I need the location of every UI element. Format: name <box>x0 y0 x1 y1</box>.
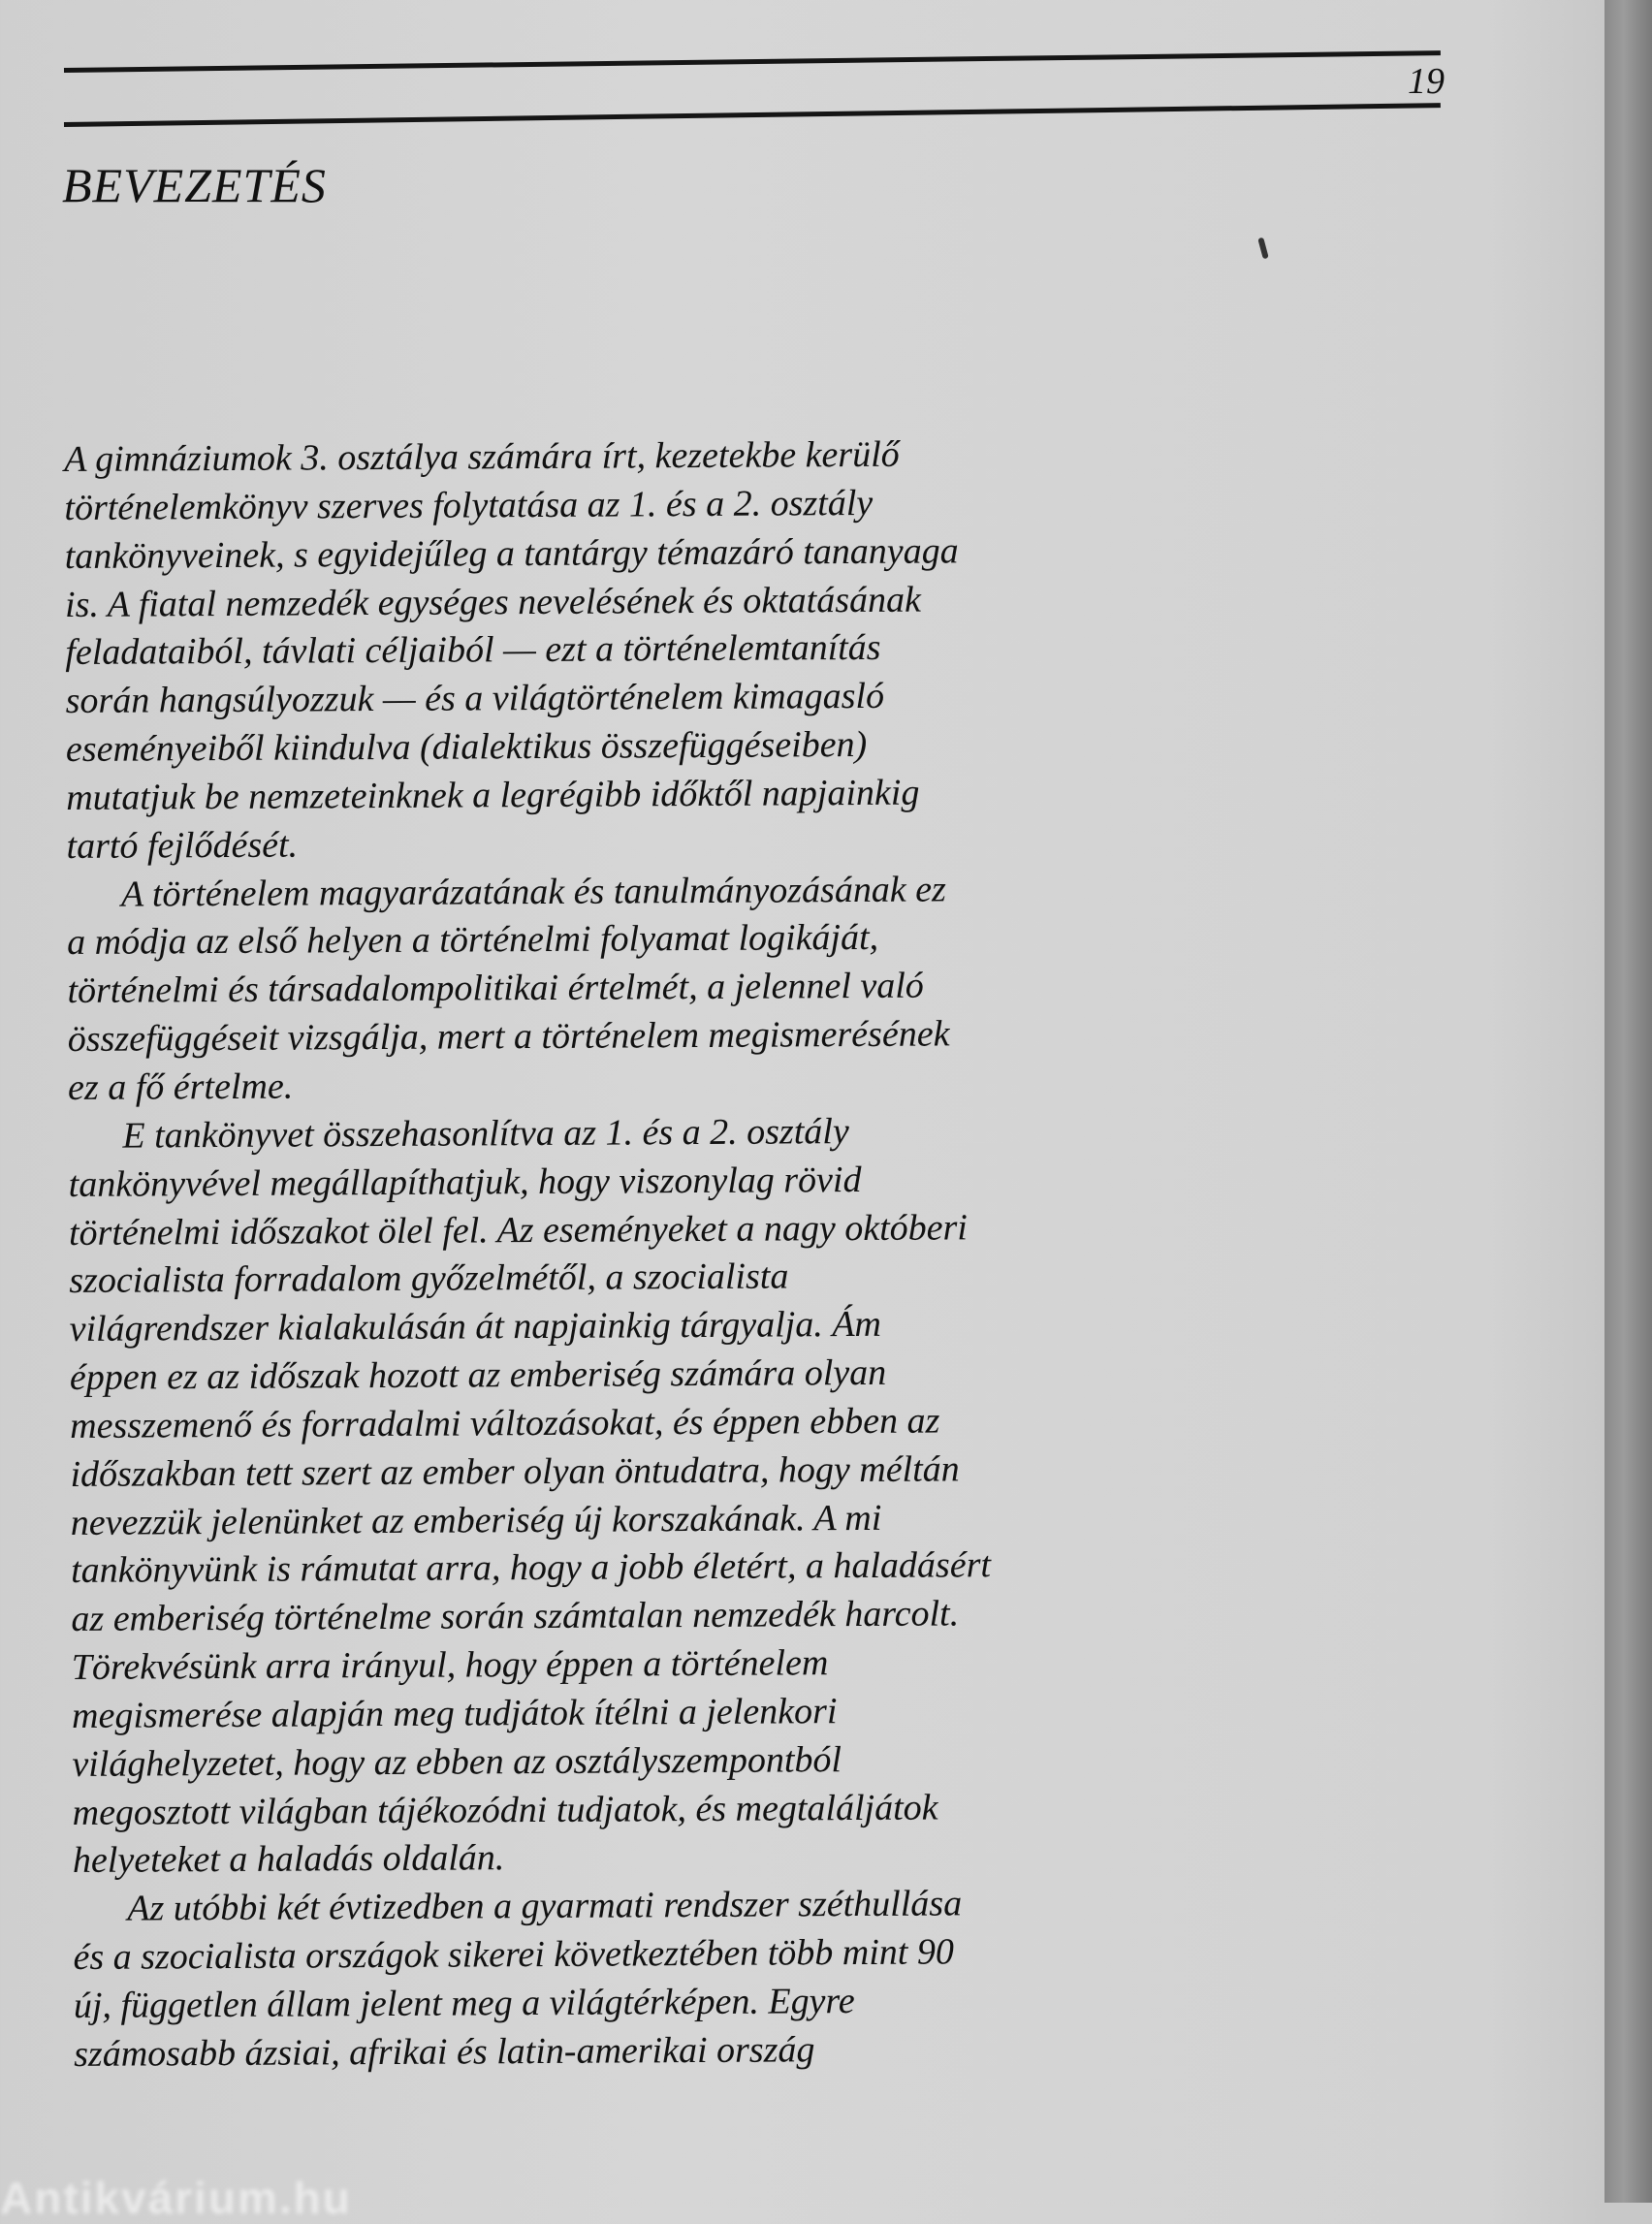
text-line: ez a fő értelme. <box>67 1065 294 1108</box>
text-line: tartó fejlődését. <box>66 824 299 867</box>
header-rule-top <box>64 50 1441 73</box>
page-number: 19 <box>1408 61 1445 102</box>
text-line: messzemenő és forradalmi változásokat, és éppen ebben az <box>70 1400 940 1446</box>
text-line: világrendszer kialakulásán át napjainkig tárgyalja. Ám <box>69 1304 882 1350</box>
text-line: tankönyvével megállapíthatjuk, hogy viszonylag rövid <box>68 1159 862 1205</box>
chapter-title: BEVEZETÉS <box>62 158 327 212</box>
text-line: és a szocialista országok sikerei következtében több mint 90 <box>73 1931 955 1979</box>
text-line: a módja az első helyen a történelmi folyamat logikáját, <box>67 917 879 964</box>
text-line: megismerése alapján meg tudjátok ítélni a jelenkori <box>71 1691 838 1736</box>
ink-speck <box>1257 238 1268 260</box>
text-line: során hangsúlyozzuk — és a világtörténelem kimagasló <box>65 676 885 722</box>
text-line: új, független állam jelent meg a világtérképen. Egyre <box>73 1981 855 2026</box>
text-line: szocialista forradalom győzelmétől, a szocialista <box>69 1255 789 1302</box>
text-line: mutatjuk be nemzeteinknek a legrégibb időktől napjainkig <box>66 772 920 818</box>
text-line: A történelem magyarázatának és tanulmányozásának ez <box>120 869 947 915</box>
header-rule-bottom <box>64 103 1441 127</box>
text-line: E tankönyvet összehasonlítva az 1. és a 2. osztály <box>122 1110 849 1157</box>
text-line: is. A fiatal nemzedék egységes nevelésének és oktatásának <box>64 579 922 625</box>
body-text <box>64 429 1237 2080</box>
text-line: történelemkönyv szerves folytatása az 1. és a 2. osztály <box>64 482 874 528</box>
text-line: nevezzük jelenünket az emberiség új korszakának. A mi <box>70 1497 882 1543</box>
text-line: időszakban tett szert az ember olyan öntudatra, hogy méltán <box>70 1448 960 1495</box>
text-line: összefüggéseit vizsgálja, mert a történelem megismerésének <box>67 1013 950 1061</box>
text-line: helyeteket a haladás oldalán. <box>72 1837 505 1882</box>
text-line: megosztott világban tájékozódni tudjatok, és megtaláljátok <box>72 1787 938 1833</box>
text-line: feladataiból, távlati céljaiból — ezt a történelemtanítás <box>65 627 881 674</box>
text-line: történelmi és társadalompolitikai értelmét, a jelennel való <box>67 965 924 1012</box>
text-line: A gimnáziumok 3. osztálya számára írt, kezetekbe kerülő <box>64 433 900 480</box>
text-line: Az utóbbi két évtizedben a gyarmati rendszer széthullása <box>127 1883 963 1929</box>
text-line: tankönyveinek, s egyidejűleg a tantárgy témazáró tananyaga <box>64 530 959 577</box>
text-line: éppen ez az időszak hozott az emberiség számára olyan <box>69 1351 887 1399</box>
book-spine-edge <box>1604 0 1652 2203</box>
text-line: Törekvésünk arra irányul, hogy éppen a történelem <box>71 1642 829 1689</box>
text-line: eseményeiből kiindulva (dialektikus összefüggéseiben) <box>65 724 868 771</box>
text-line: történelmi időszakot ölel fel. Az eseményeket a nagy októberi <box>68 1206 969 1254</box>
text-line: az emberiség történelme során számtalan nemzedék harcolt. <box>71 1593 960 1640</box>
text-line: számosabb ázsiai, afrikai és latin-amerikai ország <box>74 2029 815 2075</box>
text-line: tankönyvünk is rámutat arra, hogy a jobb életért, a haladásért <box>71 1544 992 1592</box>
text-line: világhelyzetet, hogy az ebben az osztályszempontból <box>72 1738 842 1785</box>
watermark: Antikvárium.hu <box>0 2173 352 2223</box>
